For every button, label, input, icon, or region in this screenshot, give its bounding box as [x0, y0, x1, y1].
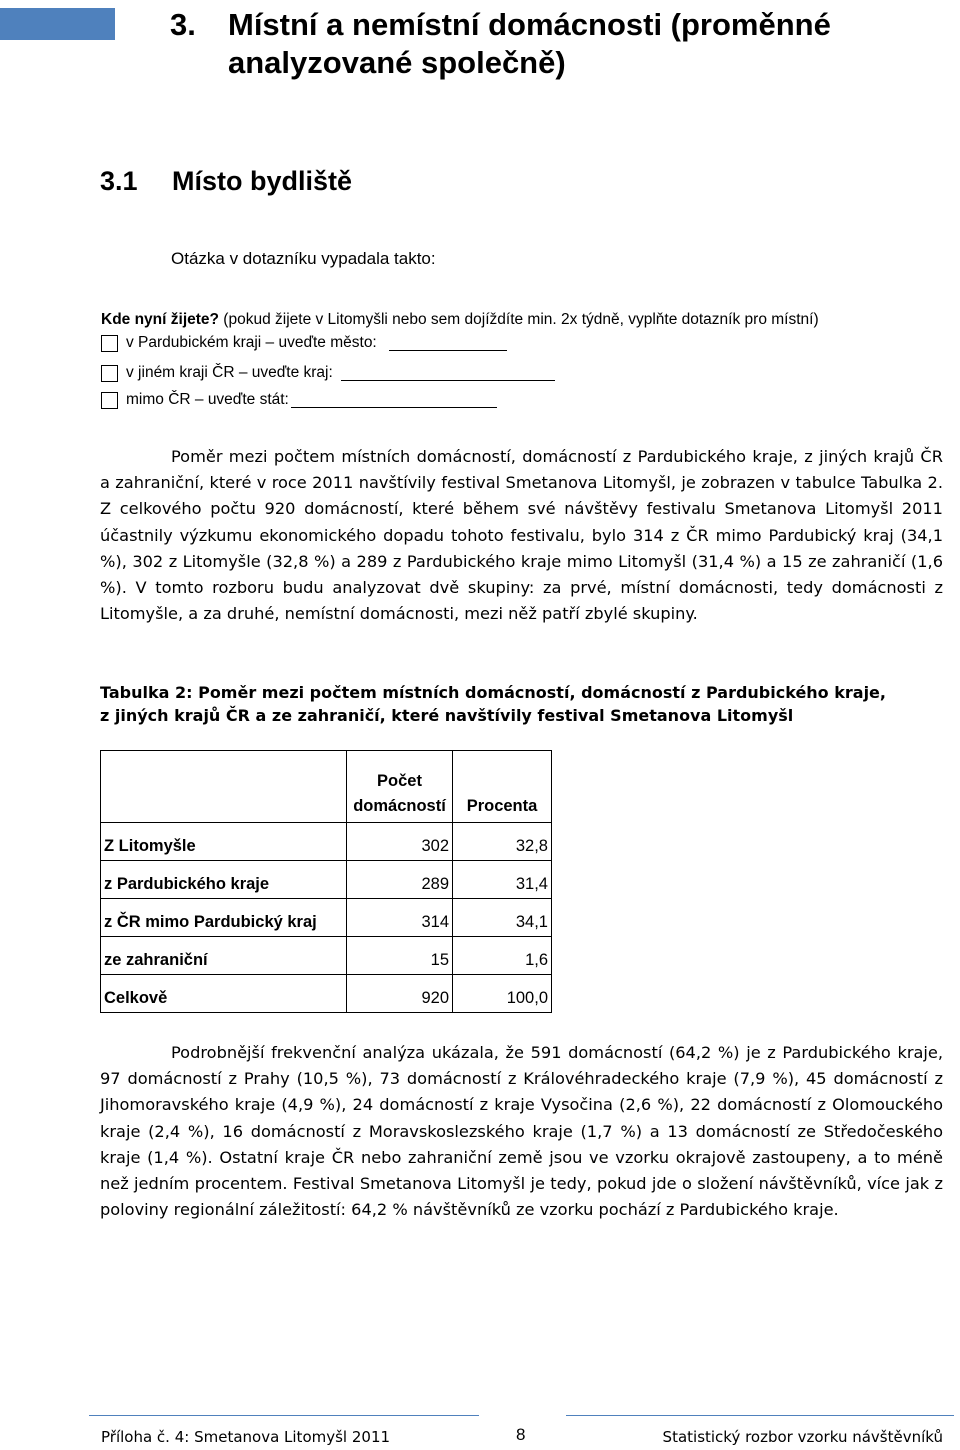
page-number: 8 [516, 1425, 526, 1444]
paragraph-text: Poměr mezi počtem místních domácností, domácností z Pardubického kraje, z jiných krajů ČR a zahraniční, které v roce 2011 navštívily festival Smetanova Litomyšl, je zobrazen v tabulce Tabulka 2. Z celkového počtu 920 domácností, které během své návštěvy festivalu Smetanova Litomyšl 2011 účastnily výzkumu ekonomického dopadu tohoto festivalu, bylo 314 z ČR mimo Pardubický kraj (34,1 %), 302 z Litomyšle (32,8 %) a 289 z Pardubického kraje mimo Litomyšl (31,4 %) a 15 ze zahraničí (1,6 %). V tomto rozboru budu analyzovat dvě skupiny: za prvé, místní domácnosti, tedy domácnosti z Litomyšle, a za druhé, nemístní domácnosti, mezi něž patří zbylé skupiny. [100, 447, 943, 624]
blank-line [341, 366, 555, 381]
row-label: Z Litomyšle [101, 823, 347, 861]
table-row-total [101, 975, 552, 1013]
row-count: 15 [347, 937, 453, 975]
header-empty-cell [101, 751, 347, 823]
row-count: 314 [347, 899, 453, 937]
row-count: 920 [347, 975, 453, 1013]
header-count: Počet domácností [347, 751, 453, 823]
table-row [101, 861, 552, 899]
checkbox-icon [101, 365, 118, 382]
header-percent: Procenta [453, 751, 552, 823]
footer-annex-title: Příloha č. 4: Smetanova Litomyšl 2011 [101, 1428, 391, 1446]
table-row [101, 937, 552, 975]
table-caption-line: Tabulka 2: Poměr mezi počtem místních domácností, domácností z Pardubického kraje, [100, 683, 886, 702]
chapter-number: 3. [170, 7, 196, 42]
row-count: 302 [347, 823, 453, 861]
paragraph-intro [100, 444, 943, 627]
paragraph-analysis [100, 1040, 943, 1223]
chapter-title: Místní a nemístní domácnosti (proměnné analyzované společně) [228, 7, 831, 80]
question-note: (pokud žijete v Litomyšli nebo sem dojíždíte min. 2x týdně, vyplňte dotazník pro místní) [219, 311, 819, 328]
footer-rule-left [89, 1415, 479, 1416]
table-row [101, 899, 552, 937]
heading-accent-bar [0, 8, 115, 40]
table-caption-line: z jiných krajů ČR a ze zahraničí, které navštívily festival Smetanova Litomyšl [100, 706, 794, 725]
blank-line [291, 393, 497, 408]
blank-line [389, 336, 507, 351]
footer-report-title: Statistický rozbor vzorku návštěvníků [662, 1428, 943, 1446]
row-percent: 100,0 [453, 975, 552, 1013]
option-abroad [101, 391, 497, 409]
row-percent: 34,1 [453, 899, 552, 937]
intro-text: Otázka v dotazníku vypadala takto: [171, 249, 436, 268]
checkbox-icon [101, 335, 118, 352]
row-label: z ČR mimo Pardubický kraj [101, 899, 347, 937]
row-label: Celkově [101, 975, 347, 1013]
footer-rule-right [566, 1415, 954, 1416]
table-caption [100, 681, 950, 727]
section-title: Místo bydliště [172, 166, 353, 196]
option-label: v jiném kraji ČR – uveďte kraj: [126, 364, 333, 381]
option-pardubice-region [101, 334, 507, 352]
checkbox-icon [101, 392, 118, 409]
row-percent: 31,4 [453, 861, 552, 899]
table-header-row [101, 751, 552, 823]
section-number: 3.1 [100, 166, 138, 196]
paragraph-text: Podrobnější frekvenční analýza ukázala, že 591 domácností (64,2 %) je z Pardubického kraje, 97 domácností z Prahy (10,5 %), 73 domácností z Královéhradeckého kraje (7,9 %), 45 domácností z Jihomoravského kraje (4,9 %), 24 domácností z kraje Vysočina (2,6 %), 22 domácností z Olomouckého kraje (2,4 %), 16 domácností z Moravskoslezského kraje (1,7 %) a 13 domácností ze Středočeského kraje (1,4 %). Ostatní kraje ČR nebo zahraniční země jsou ve vzorku okrajově zastoupeny, a to méně než jedním procentem. Festival Smetanova Litomyšl je tedy, pokud jde o složení návštěvníků, více jak z poloviny regionální záležitostí: 64,2 % návštěvníků ze vzorku pochází z Pardubického kraje. [100, 1043, 943, 1220]
row-percent: 32,8 [453, 823, 552, 861]
row-label: z Pardubického kraje [101, 861, 347, 899]
survey-question [101, 311, 951, 329]
question-label: Kde nyní žijete? [101, 311, 219, 328]
row-label: ze zahraniční [101, 937, 347, 975]
households-table [100, 750, 552, 1013]
option-other-region [101, 364, 555, 382]
row-count: 289 [347, 861, 453, 899]
option-label: v Pardubickém kraji – uveďte město: [126, 334, 377, 351]
table-row [101, 823, 552, 861]
option-label: mimo ČR – uveďte stát: [126, 391, 289, 408]
row-percent: 1,6 [453, 937, 552, 975]
